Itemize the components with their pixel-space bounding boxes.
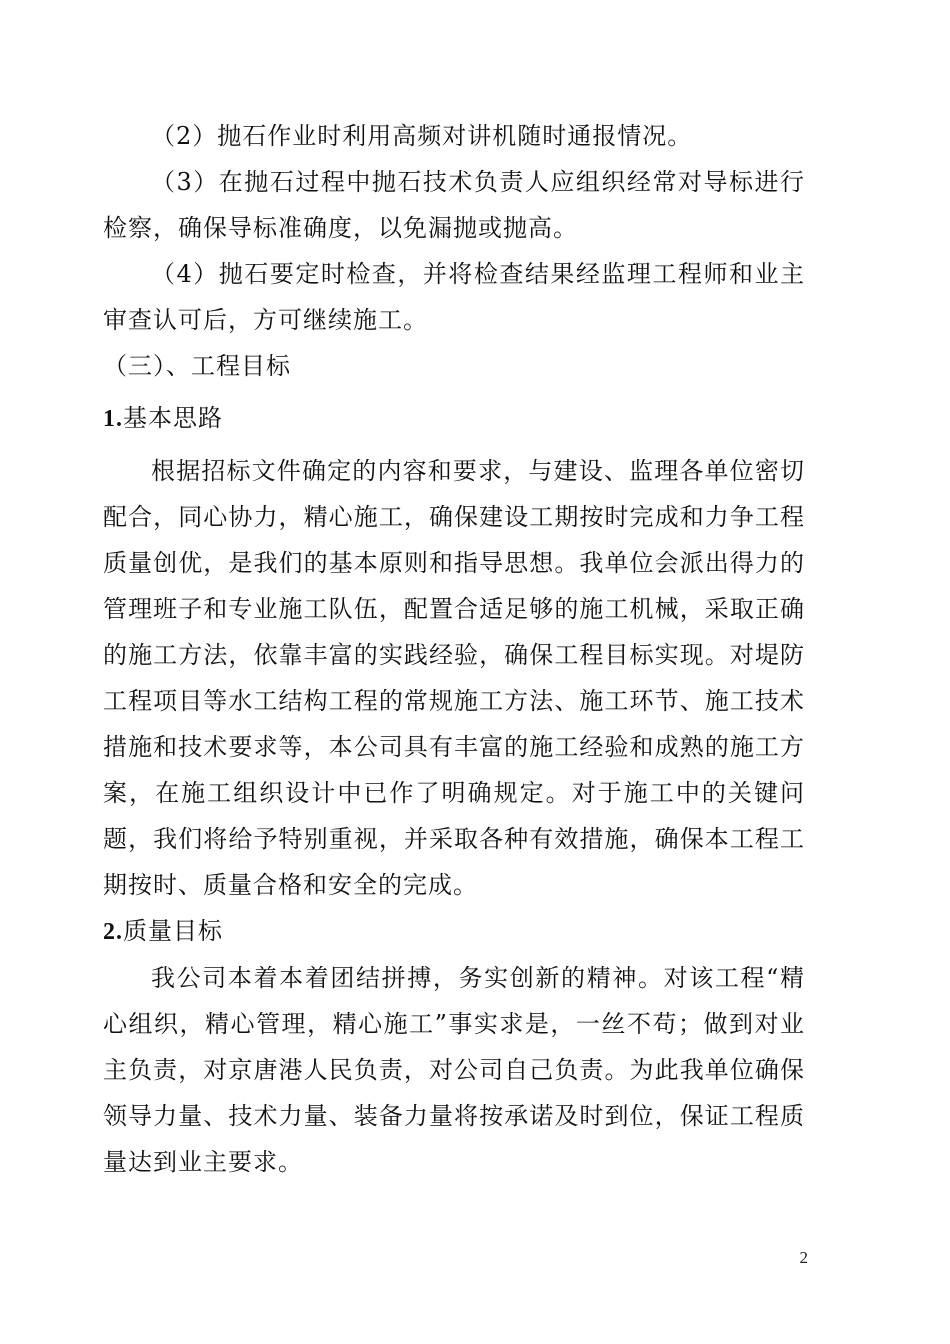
subsection-number-2: 2. (103, 919, 123, 945)
subsection-heading-2 (103, 908, 805, 955)
subsection-title-1: 基本思路 (123, 404, 223, 432)
subsection-title-2: 质量目标 (123, 917, 223, 945)
subsection-body-2: 我公司本着本着团结拼搏，务实创新的精神。对该工程“精心组织，精心管理，精心施工”事实求是，一丝不苟；做到对业主负责，对京唐港人民负责，对公司自己负责。为此我单位确保领导力量、技术力量、装备力量将按承诺及时到位，保证工程质量达到业主要求。 (103, 964, 805, 1176)
paragraph-item-3: （3）在抛石过程中抛石技术负责人应组织经常对导标进行检察，确保导标准确度，以免漏抛或抛高。 (103, 168, 805, 242)
page-number: 2 (799, 1248, 808, 1267)
section-heading: （三）、工程目标 (103, 352, 291, 380)
paragraph-item-4: （4）抛石要定时检查，并将检查结果经监理工程师和业主审查认可后，方可继续施工。 (103, 260, 805, 334)
subsection-number-1: 1. (103, 406, 123, 432)
subsection-body-1: 根据招标文件确定的内容和要求，与建设、监理各单位密切配合，同心协力，精心施工，确保建设工期按时完成和力争工程质量创优，是我们的基本原则和指导思想。我单位会派出得力的管理班子和专业施工队伍，配置合适足够的施工机械，采取正确的施工方法，依靠丰富的实践经验，确保工程目标实现。对堤防工程项目等水工结构工程的常规施工方法、施工环节、施工技术措施和技术要求等，本公司具有丰富的施工经验和成熟的施工方案，在施工组织设计中已作了明确规定。对于施工中的关键问题，我们将给予特别重视，并采取各种有效措施，确保本工程工期按时、质量合格和安全的完成。 (103, 457, 805, 899)
paragraph-item-2: （2）抛石作业时利用高频对讲机随时通报情况。 (151, 122, 693, 150)
subsection-heading-1 (103, 395, 805, 442)
document-body (103, 113, 805, 1185)
